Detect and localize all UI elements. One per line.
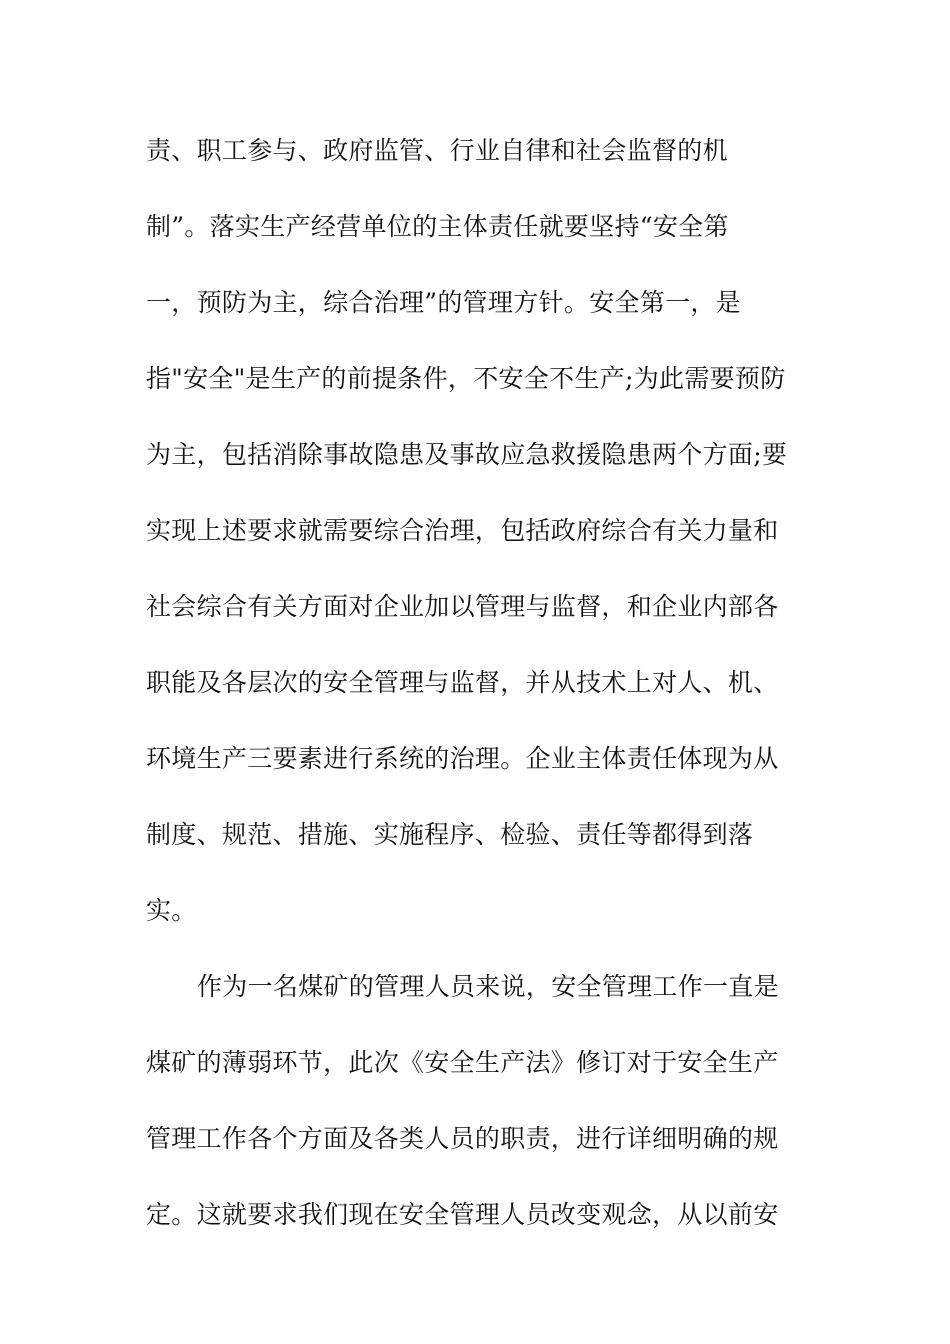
text-line: 责、职工参与、政府监管、行业自律和社会监督的机 bbox=[146, 136, 728, 165]
text-line: 定。这就要求我们现在安全管理人员改变观念，从以前安 bbox=[146, 1200, 779, 1229]
text-line: 制”。落实生产经营单位的主体责任就要坚持“安全第 bbox=[146, 212, 729, 241]
text-line: 管理工作各个方面及各类人员的职责，进行详细明确的规 bbox=[146, 1124, 779, 1153]
text-line: 为主，包括消除事故隐患及事故应急救援隐患两个方面;要 bbox=[146, 440, 788, 469]
text-line: 一，预防为主，综合治理”的管理方针。安全第一，是 bbox=[146, 288, 741, 317]
text-line: 实现上述要求就需要综合治理，包括政府综合有关力量和 bbox=[146, 516, 779, 545]
text-line: 职能及各层次的安全管理与监督，并从技术上对人、机、 bbox=[146, 668, 779, 697]
text-line: 煤矿的薄弱环节，此次《安全生产法》修订对于安全生产 bbox=[146, 1048, 779, 1077]
text-line: 制度、规范、措施、实施程序、检验、责任等都得到落 bbox=[146, 820, 754, 849]
text-line: 指"安全"是生产的前提条件，不安全不生产;为此需要预防 bbox=[146, 364, 786, 393]
text-line: 环境生产三要素进行系统的治理。企业主体责任体现为从 bbox=[146, 744, 779, 773]
paragraph-first-line: 作为一名煤矿的管理人员来说，安全管理工作一直是 bbox=[197, 972, 779, 1001]
text-line: 社会综合有关方面对企业加以管理与监督，和企业内部各 bbox=[146, 592, 779, 621]
text-line: 实。 bbox=[146, 896, 197, 925]
